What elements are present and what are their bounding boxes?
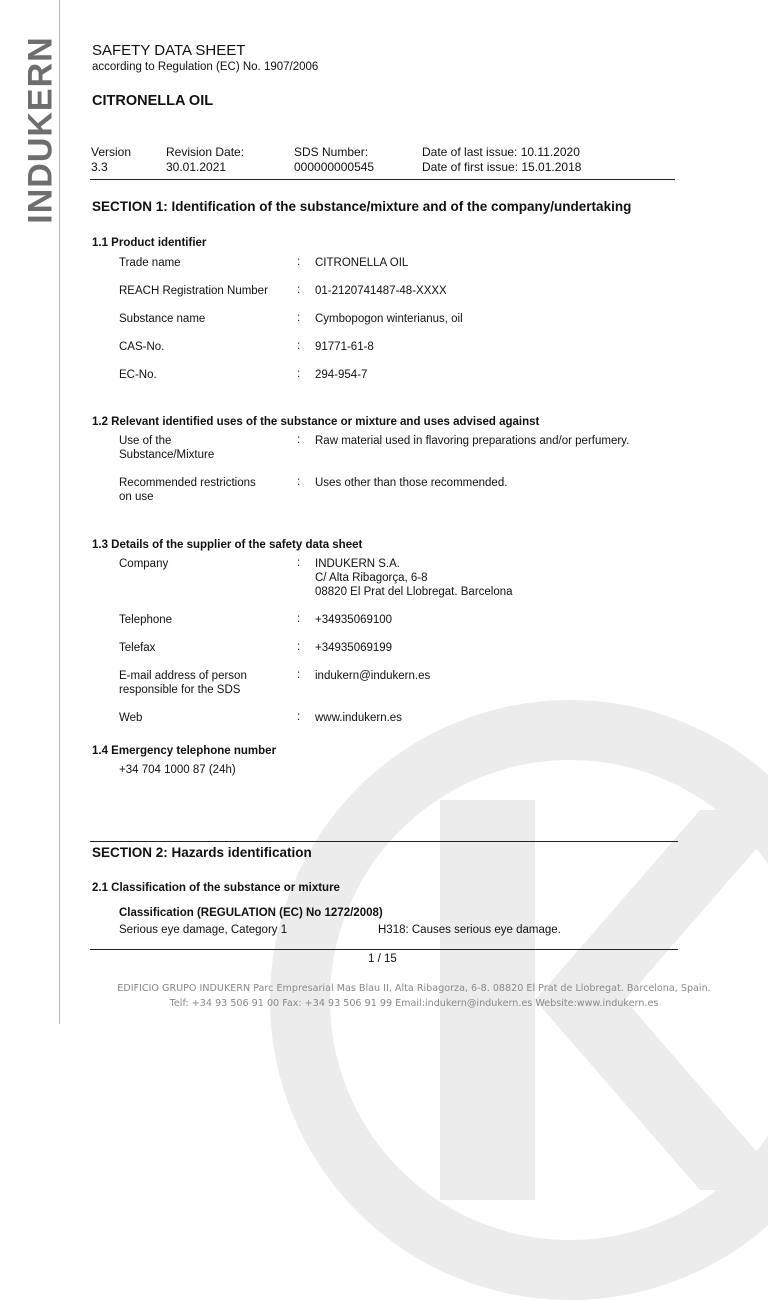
section1-heading: SECTION 1: Identification of the substance/mixture and of the company/undertaking (92, 199, 632, 214)
issue-dates-block (422, 145, 581, 175)
footer-contact: Telf: +34 93 506 91 00 Fax: +34 93 506 91 99 Email:indukern@indukern.es Website:www.indukern.es (169, 998, 659, 1009)
cas-number-value: 91771-61-8 (315, 341, 374, 353)
document-regulation: according to Regulation (EC) No. 1907/2006 (92, 61, 319, 73)
use-label: Use of the Substance/Mixture (119, 435, 215, 461)
telephone-value: +34935069100 (315, 614, 393, 626)
restrictions-value: Uses other than those recommended. (315, 477, 508, 489)
hazard-statement: H318: Causes serious eye damage. (378, 924, 561, 936)
s12-heading: 1.2 Relevant identified uses of the substance or mixture and uses advised against (92, 416, 540, 428)
s21-heading: 2.1 Classification of the substance or mixture (92, 882, 340, 894)
product-name-heading: CITRONELLA OIL (92, 93, 214, 109)
cas-number-label: CAS-No. (119, 341, 165, 353)
first-issue-date: Date of first issue: 15.01.2018 (422, 160, 582, 174)
sds-number-label: SDS Number: (294, 145, 369, 159)
section2-heading: SECTION 2: Hazards identification (92, 845, 312, 860)
sidebar-divider (59, 0, 60, 1024)
emergency-phone: +34 704 1000 87 (24h) (119, 764, 236, 776)
s14-heading: 1.4 Emergency telephone number (92, 745, 277, 757)
footer-address: EDIFICIO GRUPO INDUKERN Parc Empresarial Mas Blau II, Alta Ribagorza, 6-8. 08820 El Prat de Llobregat. Barcelona, Spain. (117, 983, 711, 994)
email-label: E-mail address of person responsible for the SDS (119, 670, 247, 696)
header-rule (90, 179, 675, 180)
email-link[interactable]: indukern@indukern.es (315, 670, 431, 682)
document-title: SAFETY DATA SHEET (92, 42, 246, 59)
revision-value: 30.01.2021 (166, 160, 227, 174)
version-value: 3.3 (91, 160, 108, 174)
last-issue-date: Date of last issue: 10.11.2020 (422, 145, 580, 159)
revision-block (166, 145, 244, 175)
s13-heading: 1.3 Details of the supplier of the safety data sheet (92, 539, 363, 551)
company-city: 08820 El Prat del Llobregat. Barcelona (315, 586, 513, 598)
company-street: C/ Alta Ribagorça, 6-8 (315, 572, 428, 584)
telefax-value: +34935069199 (315, 642, 393, 654)
telephone-label: Telephone (119, 614, 173, 626)
s11-heading: 1.1 Product identifier (92, 237, 207, 249)
substance-name-value: Cymbopogon winterianus, oil (315, 313, 463, 325)
substance-name-label: Substance name (119, 313, 206, 325)
section2-rule (90, 841, 678, 842)
footer-rule (90, 949, 678, 950)
sds-number-block (294, 145, 374, 175)
restrictions-label: Recommended restrictions on use (119, 477, 256, 503)
version-block (91, 145, 131, 175)
trade-name-label: Trade name (119, 257, 181, 269)
page-number: 1 / 15 (368, 953, 397, 965)
sds-number-value: 000000000545 (294, 160, 375, 174)
version-label: Version (91, 145, 132, 159)
telefax-label: Telefax (119, 642, 156, 654)
ec-number-value: 294-954-7 (315, 369, 368, 381)
brand-sidebar (0, 0, 60, 1024)
company-label: Company (119, 558, 169, 570)
revision-label: Revision Date: (166, 145, 245, 159)
use-value: Raw material used in flavoring preparations and/or perfumery. (315, 435, 630, 447)
reach-number-label: REACH Registration Number (119, 285, 268, 297)
brand-logo-vertical: INDUKERN (21, 36, 60, 224)
company-address (315, 557, 513, 599)
reach-number-value: 01-2120741487-48-XXXX (315, 285, 447, 297)
web-link[interactable]: www.indukern.es (315, 712, 402, 724)
company-name: INDUKERN S.A. (315, 558, 400, 570)
ec-number-label: EC-No. (119, 369, 157, 381)
web-label: Web (119, 712, 143, 724)
classification-heading: Classification (REGULATION (EC) No 1272/2008) (119, 907, 383, 919)
trade-name-value: CITRONELLA OIL (315, 257, 409, 269)
hazard-class: Serious eye damage, Category 1 (119, 924, 288, 936)
